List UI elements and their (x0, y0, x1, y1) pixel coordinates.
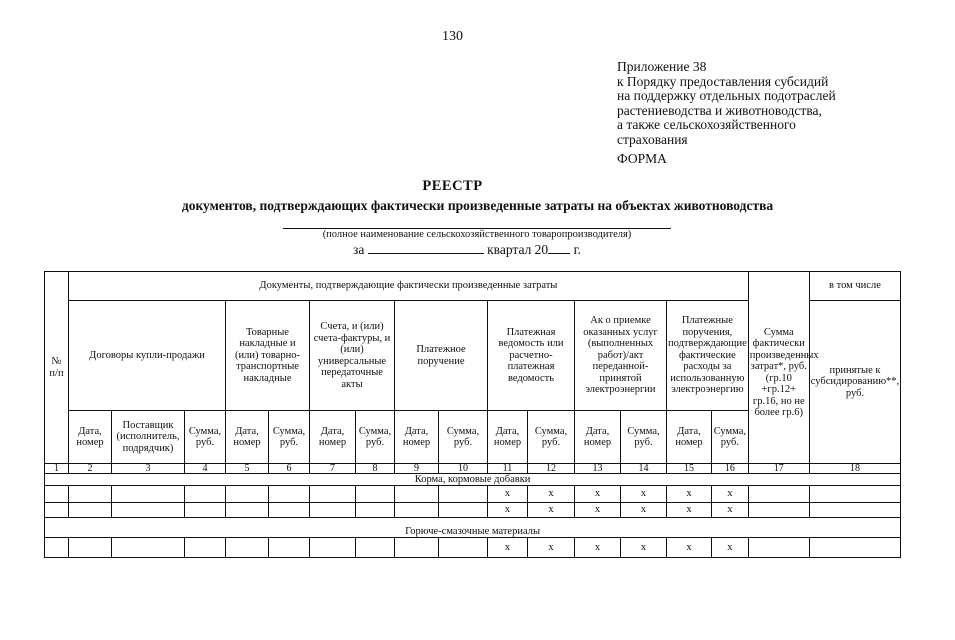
cell[interactable] (395, 486, 439, 503)
section-title-fuel: Горюче-смазочные материалы (45, 518, 901, 538)
cell[interactable] (185, 503, 226, 518)
doc-type-invoices: Счета, и (или) счета-фактуры, и (или) универсальные передаточные акты (310, 301, 395, 411)
appendix-note (617, 60, 897, 147)
page-number: 130 (442, 29, 463, 44)
sub-header-date-no: Дата, номер (310, 411, 356, 464)
x-mark: x (667, 503, 712, 518)
year-blank (548, 241, 570, 254)
sub-header-date-no: Дата, номер (226, 411, 269, 464)
col-number: 10 (439, 464, 488, 474)
cell[interactable] (395, 503, 439, 518)
form-label: ФОРМА (617, 151, 667, 166)
cell[interactable] (112, 503, 185, 518)
appendix-line: к Порядку предоставления субсидий (617, 73, 829, 89)
cell[interactable] (226, 503, 269, 518)
x-mark: x (711, 503, 748, 518)
sub-header-sum: Сумма, руб. (356, 411, 395, 464)
cell[interactable] (356, 538, 395, 558)
cell[interactable] (395, 538, 439, 558)
x-mark: x (667, 538, 712, 558)
appendix-line: страхования (617, 131, 688, 147)
col-number: 14 (621, 464, 667, 474)
table-row (45, 503, 901, 518)
sub-header-sum: Сумма, руб. (439, 411, 488, 464)
doc-type-contracts: Договоры купли-продажи (69, 301, 226, 411)
x-mark: x (528, 538, 575, 558)
cell[interactable] (748, 486, 809, 503)
x-mark: x (575, 503, 621, 518)
period-suffix: г. (573, 242, 581, 257)
cell[interactable] (69, 538, 112, 558)
cell[interactable] (269, 486, 310, 503)
cell[interactable] (809, 486, 900, 503)
cell[interactable] (310, 486, 356, 503)
col-number: 17 (748, 464, 809, 474)
section-row (45, 518, 901, 538)
appendix-line: Приложение 38 (617, 59, 707, 74)
col-number: 3 (112, 464, 185, 474)
sub-header-supplier: Поставщик (исполнитель, подрядчик) (112, 411, 185, 464)
sub-header-sum: Сумма, руб. (711, 411, 748, 464)
col-number: 9 (395, 464, 439, 474)
cell[interactable] (269, 538, 310, 558)
col-number: 12 (528, 464, 575, 474)
cell[interactable] (185, 486, 226, 503)
section-title-feed: Корма, кормовые добавки (45, 474, 901, 486)
cell[interactable] (226, 538, 269, 558)
column-number-row (45, 464, 901, 474)
cell[interactable] (439, 503, 488, 518)
cell[interactable] (310, 503, 356, 518)
cell[interactable] (112, 538, 185, 558)
table-row (45, 538, 901, 558)
col-header-no: № п/п (45, 272, 69, 464)
cell[interactable] (112, 486, 185, 503)
cell[interactable] (45, 538, 69, 558)
x-mark: x (621, 538, 667, 558)
registry-table (44, 271, 901, 558)
x-mark: x (488, 538, 528, 558)
cell[interactable] (185, 538, 226, 558)
x-mark: x (711, 538, 748, 558)
col-header-incl: в том числе (809, 272, 900, 301)
x-mark: x (667, 486, 712, 503)
sub-header-date-no: Дата, номер (575, 411, 621, 464)
cell[interactable] (69, 486, 112, 503)
cell[interactable] (310, 538, 356, 558)
sub-header-sum: Сумма, руб. (528, 411, 575, 464)
cell[interactable] (809, 503, 900, 518)
x-mark: x (488, 486, 528, 503)
x-mark: x (528, 486, 575, 503)
x-mark: x (621, 503, 667, 518)
producer-name-caption: (полное наименование сельскохозяйственного товаропроизводителя) (322, 229, 632, 240)
group-header-documents: Документы, подтверждающие фактически произведенные затраты (69, 272, 749, 301)
sub-header-date-no: Дата, номер (395, 411, 439, 464)
col-number: 11 (488, 464, 528, 474)
cell[interactable] (439, 486, 488, 503)
col-number: 15 (667, 464, 712, 474)
sub-header-sum: Сумма, руб. (621, 411, 667, 464)
sub-header-date-no: Дата, номер (488, 411, 528, 464)
cell[interactable] (809, 538, 900, 558)
appendix-line: растениеводства и животноводства, (617, 102, 822, 118)
document-subtitle: документов, подтверждающих фактически произведенные затраты на объектах животноводства (181, 198, 774, 213)
col-number: 2 (69, 464, 112, 474)
cell[interactable] (356, 503, 395, 518)
cell[interactable] (748, 503, 809, 518)
cell[interactable] (439, 538, 488, 558)
col-number: 16 (711, 464, 748, 474)
cell[interactable] (45, 503, 69, 518)
x-mark: x (711, 486, 748, 503)
section-row (45, 474, 901, 486)
col-header-sum-actual (748, 326, 819, 464)
col-number: 7 (310, 464, 356, 474)
appendix-line: на поддержку отдельных подотраслей (617, 88, 836, 103)
x-mark: x (575, 486, 621, 503)
cell[interactable] (269, 503, 310, 518)
sub-header-sum: Сумма, руб. (185, 411, 226, 464)
col-number: 4 (185, 464, 226, 474)
period-quarter: квартал 20 (487, 242, 549, 257)
col-number: 5 (226, 464, 269, 474)
col-number: 18 (809, 464, 900, 474)
x-mark: x (488, 503, 528, 518)
sum-actual-text: Сумма фактически произведенных затрат*, руб. (гр.10 +гр.12+ гр.16, но не более гр.6) (749, 326, 819, 418)
col-number: 6 (269, 464, 310, 474)
cell[interactable] (356, 486, 395, 503)
cell[interactable] (69, 503, 112, 518)
x-mark: x (528, 503, 575, 518)
period-line (353, 241, 581, 258)
cell[interactable] (748, 538, 809, 558)
sub-header-date-no: Дата, номер (667, 411, 712, 464)
sub-header-date-no: Дата, номер (69, 411, 112, 464)
col-number: 1 (45, 464, 69, 474)
document-title: РЕЕСТР (422, 178, 483, 194)
sub-header-sum: Сумма, руб. (269, 411, 310, 464)
doc-type-electricity-payments: Платежные поручения, подтверждающие фактические расходы за использованную электроэнергию (667, 301, 749, 411)
doc-type-acceptance-act: Ак о приемке оказанных услуг (выполненных работ)/акт переданной-принятой электроэнергии (575, 301, 667, 411)
table-row (45, 486, 901, 503)
period-prefix: за (353, 242, 365, 257)
cell[interactable] (226, 486, 269, 503)
x-mark: x (621, 486, 667, 503)
doc-type-payment-order: Платежное поручение (395, 301, 488, 411)
col-number: 13 (575, 464, 621, 474)
col-number: 8 (356, 464, 395, 474)
appendix-line: а также сельскохозяйственного (617, 117, 796, 132)
x-mark: x (575, 538, 621, 558)
cell[interactable] (45, 486, 69, 503)
col-header-accepted: принятые к субсидированию**, руб. (809, 301, 900, 464)
doc-type-payroll: Платежная ведомость или расчетно-платежная ведомость (488, 301, 575, 411)
doc-type-waybills: Товарные накладные и (или) товарно-транспортные накладные (226, 301, 310, 411)
quarter-blank (368, 241, 484, 254)
